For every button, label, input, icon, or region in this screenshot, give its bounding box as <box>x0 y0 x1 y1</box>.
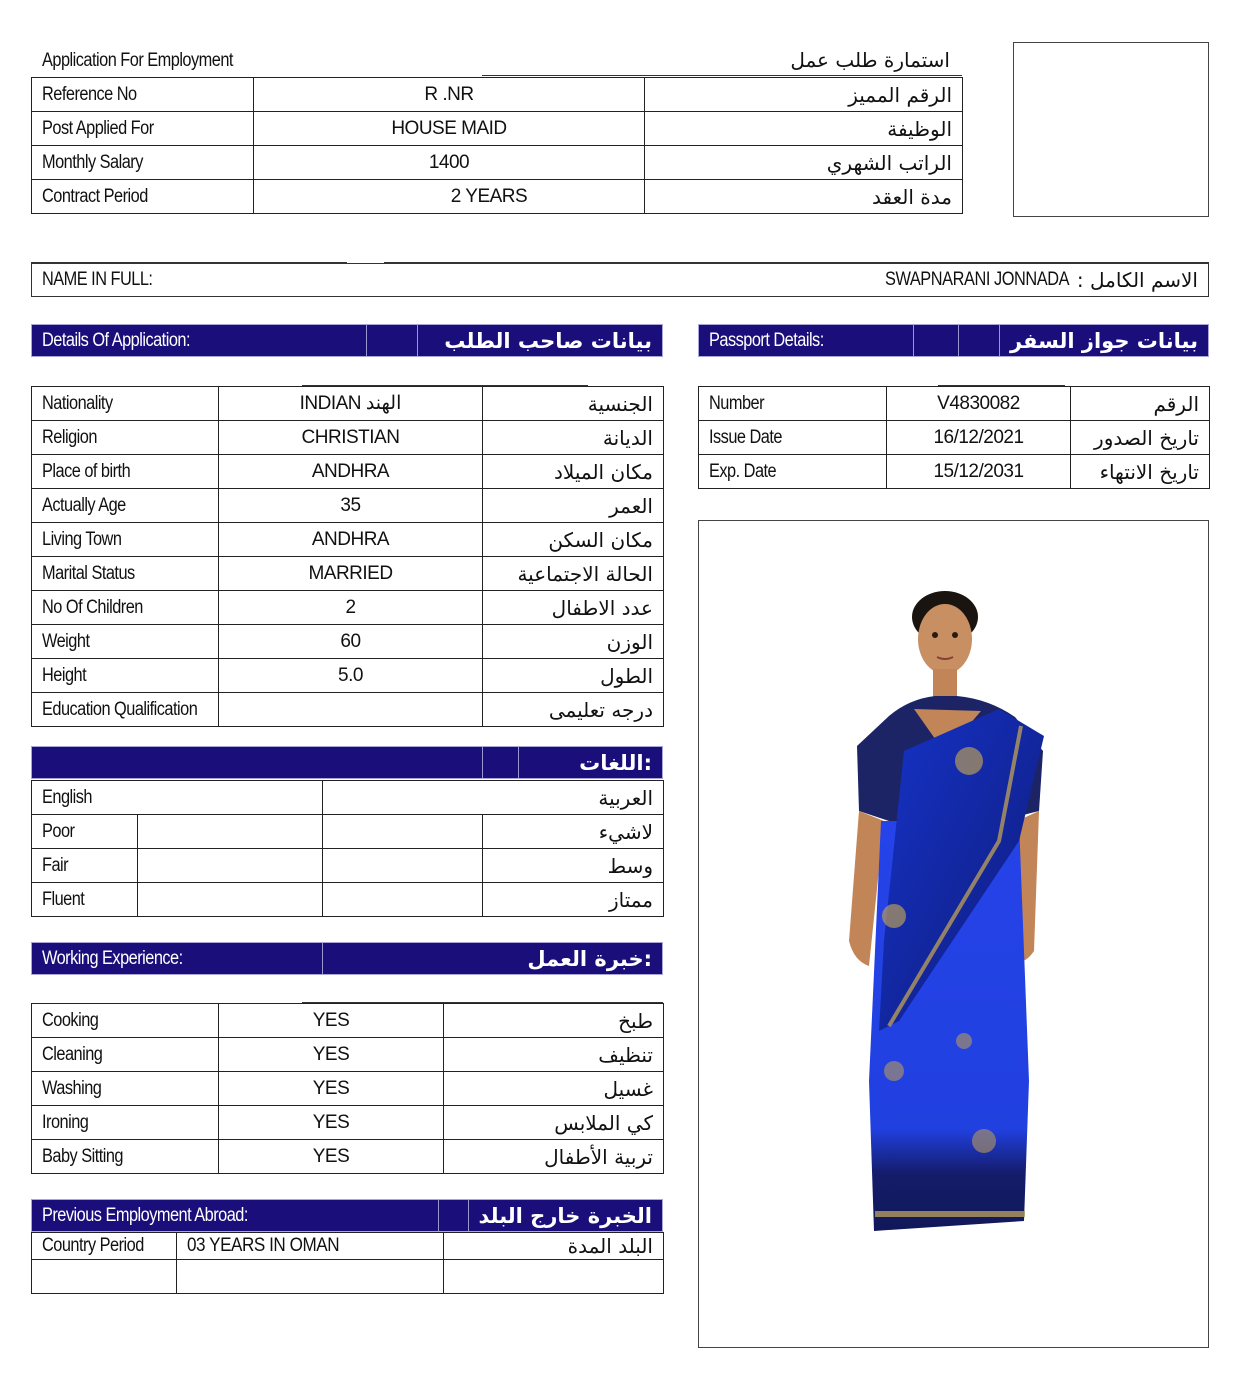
full-name-row <box>31 263 1209 297</box>
country-period-value: 03 YEARS IN OMAN <box>187 1235 340 1256</box>
reference-no-value: R .NR <box>424 83 474 105</box>
full-name-label-ar: الاسم الكامل : <box>1076 268 1198 292</box>
level-poor-label-ar: لاشيء <box>598 819 654 844</box>
saree-motif <box>972 1129 996 1153</box>
full-name-value: SWAPNARANI JONNADA <box>884 269 1069 290</box>
skill-label: Ironing <box>42 1111 89 1133</box>
detail-label-ar: الجنسية <box>587 391 653 416</box>
skill-value: YES <box>312 1111 350 1133</box>
passport-value: 16/12/2021 <box>933 426 1024 448</box>
left-eye <box>932 632 938 638</box>
passport-label-ar: الرقم <box>1153 391 1199 416</box>
table-row <box>32 591 664 625</box>
experience-header-ar: :خبرة العمل <box>527 946 652 971</box>
skill-label-ar: غسيل <box>603 1076 653 1101</box>
detail-label-ar: درجه تعليمى <box>548 697 653 722</box>
table-row <box>32 180 963 214</box>
english-fluent-cell <box>138 883 323 917</box>
saree-motif <box>955 747 983 775</box>
contract-period-label: Contract Period <box>42 185 148 207</box>
right-eye <box>952 632 958 638</box>
detail-value: ANDHRA <box>311 460 390 482</box>
detail-label-ar: مكان السكن <box>548 527 653 552</box>
table-row <box>32 112 963 146</box>
english-poor-cell <box>138 815 323 849</box>
passport-table <box>698 386 1210 489</box>
table-row <box>32 1233 664 1260</box>
detail-value: 2 <box>345 596 356 618</box>
table-row <box>32 489 664 523</box>
abroad-table <box>31 1232 664 1294</box>
neck <box>933 669 957 699</box>
detail-value: 35 <box>340 494 361 516</box>
post-applied-label-ar: الوظيفة <box>887 116 952 141</box>
abroad-header-ar: الخبرة خارج البلد <box>478 1203 652 1228</box>
passport-label: Exp. Date <box>709 460 777 482</box>
empty-cell <box>177 1260 444 1294</box>
country-period-label-ar: البلد المدة <box>567 1234 653 1258</box>
detail-label: Actually Age <box>42 494 126 516</box>
level-poor-label: Poor <box>42 820 75 842</box>
detail-label: Marital Status <box>42 562 135 584</box>
monthly-salary-value: 1400 <box>428 151 470 173</box>
table-row <box>699 421 1210 455</box>
level-fluent-label-ar: ممتاز <box>608 887 654 912</box>
saree-motif <box>884 1061 904 1081</box>
table-row <box>32 659 664 693</box>
passport-photo-placeholder <box>1013 42 1209 217</box>
abroad-header-en: Previous Employment Abroad: <box>42 1204 248 1226</box>
passport-value: V4830082 <box>937 392 1020 414</box>
skill-label-ar: كي الملابس <box>554 1110 653 1135</box>
languages-table <box>31 780 664 917</box>
detail-value: ANDHRA <box>311 528 390 550</box>
table-row <box>32 1106 664 1140</box>
table-row <box>32 849 664 883</box>
passport-label: Issue Date <box>709 426 782 448</box>
skill-value: YES <box>312 1009 350 1031</box>
table-row <box>32 815 664 849</box>
saree-motif <box>956 1033 972 1049</box>
details-header-en: Details Of Application: <box>42 329 190 351</box>
skill-label: Baby Sitting <box>42 1145 124 1167</box>
skill-label-ar: طبخ <box>618 1008 653 1033</box>
title-english: Application For Employment <box>42 50 233 71</box>
reference-no-label: Reference No <box>42 83 137 105</box>
table-row <box>32 1038 664 1072</box>
language-arabic-label: العربية <box>598 785 654 810</box>
table-row <box>32 146 963 180</box>
arabic-fair-cell <box>323 849 483 883</box>
experience-header-bar <box>31 942 663 975</box>
table-row <box>32 883 664 917</box>
detail-label-ar: عدد الاطفال <box>551 595 653 620</box>
table-row <box>699 455 1210 489</box>
passport-header-en: Passport Details: <box>709 329 824 351</box>
detail-label-ar: العمر <box>609 493 653 518</box>
detail-label: No Of Children <box>42 596 143 618</box>
table-row <box>32 78 963 112</box>
skill-value: YES <box>312 1043 350 1065</box>
table-row <box>32 387 664 421</box>
detail-value: INDIAN الهند <box>299 393 402 414</box>
level-fair-label: Fair <box>42 854 69 876</box>
english-fair-cell <box>138 849 323 883</box>
saree-hem <box>875 1211 1025 1217</box>
saree-motif <box>882 904 906 928</box>
applicant-photo <box>699 521 1208 1347</box>
table-row <box>32 557 664 591</box>
passport-value: 15/12/2031 <box>933 460 1024 482</box>
skill-label: Cleaning <box>42 1043 103 1065</box>
passport-header-bar <box>698 324 1209 357</box>
skill-value: YES <box>312 1077 350 1099</box>
details-header-ar: بيانات صاحب الطلب <box>444 328 652 353</box>
detail-label-ar: الحالة الاجتماعية <box>517 561 653 586</box>
detail-label: Living Town <box>42 528 122 550</box>
reference-no-label-ar: الرقم المميز <box>848 82 952 107</box>
skill-label-ar: تنظيف <box>598 1042 653 1067</box>
full-name-label: NAME IN FULL: <box>42 269 153 290</box>
detail-value: MARRIED <box>308 562 393 584</box>
table-row <box>32 1072 664 1106</box>
empty-cell <box>32 1260 177 1294</box>
job-info-table <box>31 77 963 214</box>
arabic-fluent-cell <box>323 883 483 917</box>
language-english-label: English <box>42 786 92 808</box>
detail-label: Religion <box>42 426 97 448</box>
table-row <box>32 421 664 455</box>
detail-label: Height <box>42 664 87 686</box>
table-row <box>32 693 664 727</box>
detail-value: 5.0 <box>338 664 363 686</box>
detail-label-ar: الديانة <box>602 425 653 450</box>
full-length-photo-frame <box>698 520 1209 1348</box>
languages-header-ar: :اللغات <box>579 750 652 775</box>
skill-label-ar: تربية الأطفال <box>544 1144 653 1169</box>
table-row <box>32 781 664 815</box>
table-row <box>32 1004 664 1038</box>
detail-label-ar: الوزن <box>606 629 653 654</box>
table-row <box>32 523 664 557</box>
empty-cell <box>444 1260 664 1294</box>
skill-label: Washing <box>42 1077 102 1099</box>
table-row <box>32 625 664 659</box>
title-underline <box>482 75 962 76</box>
skill-value: YES <box>312 1145 350 1167</box>
contract-period-label-ar: مدة العقد <box>872 184 952 209</box>
passport-label-ar: تاريخ الانتهاء <box>1099 459 1199 484</box>
post-applied-value: HOUSE MAID <box>391 117 507 139</box>
skill-label: Cooking <box>42 1009 99 1031</box>
detail-label: Nationality <box>42 392 113 414</box>
monthly-salary-label-ar: الراتب الشهري <box>826 150 952 175</box>
contract-period-value: 2 YEARS <box>450 185 528 207</box>
passport-label: Number <box>709 392 765 414</box>
table-row <box>32 1260 664 1294</box>
passport-label-ar: تاريخ الصدور <box>1094 425 1199 450</box>
details-table <box>31 386 664 727</box>
country-period-label: Country Period <box>42 1235 144 1256</box>
details-header-bar <box>31 324 663 357</box>
detail-label: Education Qualification <box>42 698 198 720</box>
table-row <box>32 455 664 489</box>
face <box>918 604 972 674</box>
level-fair-label-ar: وسط <box>607 853 654 878</box>
detail-label: Weight <box>42 630 90 652</box>
detail-label-ar: الطول <box>600 663 653 688</box>
arabic-poor-cell <box>323 815 483 849</box>
experience-header-en: Working Experience: <box>42 947 183 969</box>
table-row <box>699 387 1210 421</box>
abroad-header-bar <box>31 1199 663 1232</box>
detail-label-ar: مكان الميلاد <box>554 459 653 484</box>
detail-value: 60 <box>340 630 361 652</box>
languages-header-bar <box>31 746 663 779</box>
detail-value: CHRISTIAN <box>301 426 400 448</box>
level-fluent-label: Fluent <box>42 888 85 910</box>
title-arabic: استمارة طلب عمل <box>790 48 950 72</box>
post-applied-label: Post Applied For <box>42 117 154 139</box>
experience-table <box>31 1003 664 1174</box>
monthly-salary-label: Monthly Salary <box>42 151 143 173</box>
detail-label: Place of birth <box>42 460 131 482</box>
table-row <box>32 1140 664 1174</box>
passport-header-ar: بيانات جواز السفر <box>1009 328 1198 353</box>
